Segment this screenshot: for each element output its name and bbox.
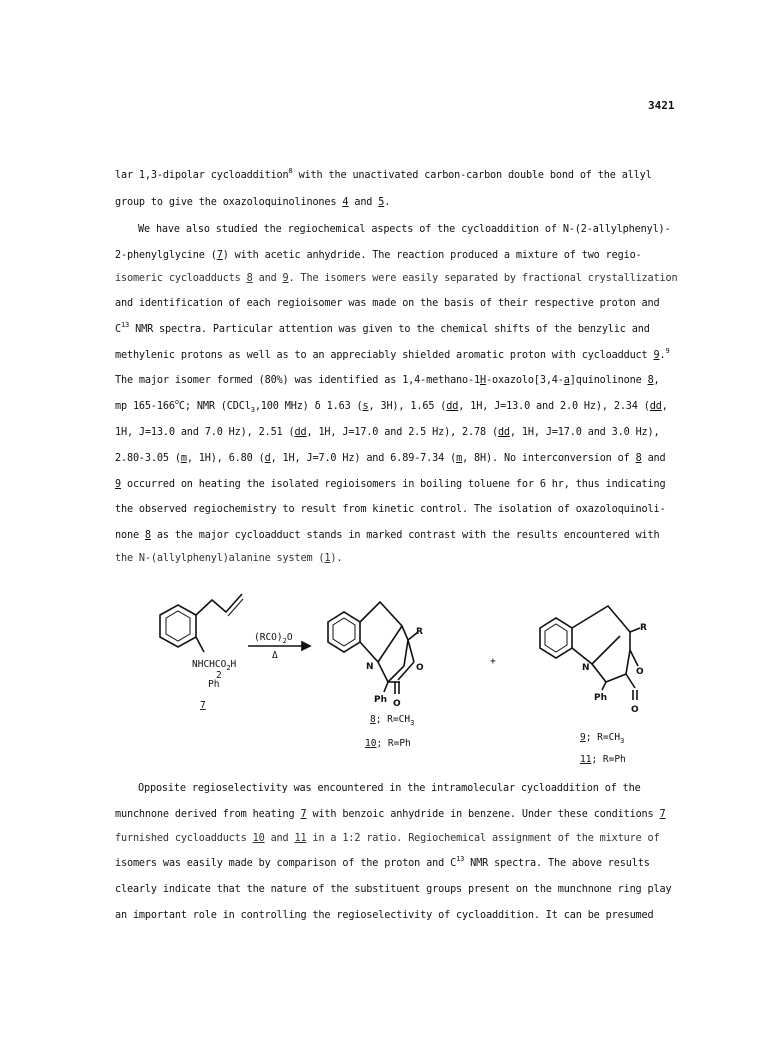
- text-line: 2-phenylglycine (7) with acetic anhydride. The reaction produced a mixture of two regio-: [115, 250, 642, 261]
- text-line: lar 1,3-dipolar cycloaddition$^8$ with the unactivated carbon-carbon double bond of the allyl: [115, 167, 652, 181]
- condition-label: Δ: [272, 650, 278, 661]
- sm-ph-label: Ph: [208, 679, 220, 690]
- p1-ph-bond: [384, 682, 388, 692]
- p1-atom-r: R: [416, 627, 423, 637]
- p1-lactone-bond: [398, 662, 414, 680]
- p1-benzene-inner-ring: [333, 618, 355, 646]
- p2-atom-o-ring: O: [636, 667, 644, 677]
- text-line: none 8 as the major cycloadduct stands in marked contrast with the results encountered with: [115, 530, 660, 541]
- p2-benzene-inner-ring: [545, 624, 567, 652]
- p2-atom-n: N: [582, 663, 590, 673]
- p1-bridge: [360, 602, 408, 640]
- reagent-label: $(RCO)_2O$: [254, 632, 293, 645]
- p2-label-a: 9; $R=CH_3$: [580, 732, 625, 745]
- text-line: the observed regiochemistry to result from kinetic control. The isolation of oxazoloquinoli-: [115, 504, 666, 515]
- text-line: mp 165-166$^o$C; NMR (CDCl$_3$,100 MHz) δ 1.63 (s, 3H), 1.65 (dd, 1H, J=13.0 and 2.0 Hz), 2.34 (dd,: [115, 398, 668, 414]
- p2-ring-outline: [572, 648, 630, 682]
- plus-sign: +: [490, 656, 496, 667]
- sm-atom-two: 2: [216, 670, 222, 681]
- p1-methano-bond: [378, 626, 402, 662]
- p2-o-bond: [630, 650, 638, 666]
- text-line: 1H, J=13.0 and 7.0 Hz), 2.51 (dd, 1H, J=17.0 and 2.5 Hz), 2.78 (dd, 1H, J=17.0 and 3.0 Hz),: [115, 427, 660, 438]
- text-line: the N-(allylphenyl)alanine system (1).: [115, 553, 343, 564]
- text-line: isomers was easily made by comparison of the proton and $C^{13}$ NMR spectra. The above results: [115, 855, 650, 869]
- text-line: an important role in controlling the regioselectivity of cycloaddition. It can be presumed: [115, 910, 654, 921]
- text-line: clearly indicate that the nature of the substituent groups present on the munchnone ring play: [115, 884, 672, 895]
- page-number: 3421: [648, 99, 675, 112]
- p2-atom-ph: Ph: [594, 693, 608, 703]
- p2-lactone-bond: [626, 674, 635, 688]
- p2-atom-o-carbonyl: O: [631, 705, 639, 715]
- text-line: and identification of each regioisomer was made on the basis of their respective proton and: [115, 298, 660, 309]
- text-line: We have also studied the regiochemical aspects of the cycloaddition of N-(2-allylphenyl)-: [138, 224, 671, 235]
- text-line: munchnone derived from heating 7 with benzoic anhydride in benzene. Under these conditions 7: [115, 809, 666, 820]
- sm-substituent-label: $NHCHCO_2H$: [192, 659, 237, 672]
- p1-atom-o-carbonyl: O: [393, 699, 401, 709]
- text-line: furnished cycloadducts 10 and 11 in a 1:2 ratio. Regiochemical assignment of the mixture of: [115, 833, 660, 844]
- p2-methano-bond: [592, 636, 620, 664]
- p2-ph-bond: [602, 682, 606, 690]
- reaction-scheme: [130, 590, 690, 770]
- p1-atom-o-ring: O: [416, 663, 424, 673]
- compound-label-7: 7: [200, 700, 206, 711]
- p2-r-bond: [630, 628, 640, 632]
- reaction-arrowhead: [302, 642, 310, 650]
- text-line: Opposite regioselectivity was encountered in the intramolecular cycloaddition of the: [138, 783, 641, 794]
- sm-allyl-chain: [196, 594, 242, 615]
- text-line: 2.80-3.05 (m, 1H), 6.80 (d, 1H, J=7.0 Hz) and 6.89-7.34 (m, 8H). No interconversion of 8 and: [115, 453, 666, 464]
- sm-benzene-inner-ring: [166, 611, 190, 641]
- p1-label-b: 10; R=Ph: [365, 738, 411, 749]
- p1-o-bond: [408, 640, 414, 662]
- text-line: 9 occurred on heating the isolated regioisomers in boiling toluene for 6 hr, thus indicating: [115, 479, 666, 490]
- p1-label-a: 8; $R=CH_3$: [370, 714, 415, 727]
- text-line: The major isomer formed (80%) was identified as 1,4-methano-1H-oxazolo[3,4-a]quinolinone 8,: [115, 375, 660, 386]
- text-line: isomeric cycloadducts 8 and 9. The isomers were easily separated by fractional crystallization: [115, 273, 678, 284]
- sm-n-bond: [196, 637, 204, 652]
- p2-label-b: 11; R=Ph: [580, 754, 626, 765]
- text-line: methylenic protons as well as to an appreciably shielded aromatic proton with cycloadduct 9.$^9$: [115, 347, 670, 361]
- p1-atom-ph: Ph: [374, 695, 388, 705]
- text-line: group to give the oxazoloquinolinones 4 and 5.: [115, 197, 391, 208]
- text-line: $C^{13}$ NMR spectra. Particular attention was given to the chemical shifts of the benzylic and: [115, 321, 650, 335]
- p2-bridge: [572, 606, 630, 650]
- p1-atom-n: N: [366, 662, 374, 672]
- p2-atom-r: R: [640, 623, 647, 633]
